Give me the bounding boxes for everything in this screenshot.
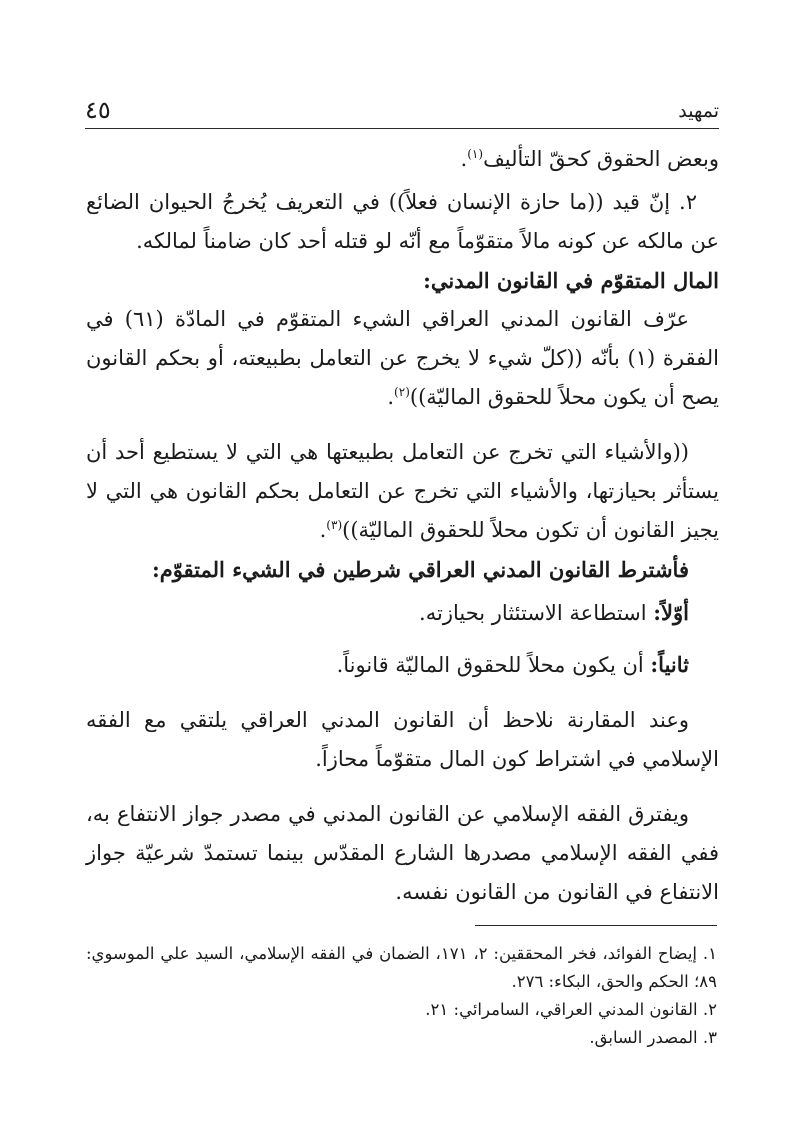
footnote-ref-1[interactable]: (١): [467, 147, 484, 161]
footnote-ref-3[interactable]: (٣): [326, 518, 343, 532]
paragraph-quote-end: .: [319, 518, 327, 542]
paragraph-point-2: ٢. إنّ قيد ((ما حازة الإنسان فعلاً)) في التعريف يُخرجُ الحيوان الضائع عن مالكه عن كونه مالاً متقوّماً مع أنّه لو قتله أحد كان ضامناً لمالكه.: [86, 190, 719, 253]
condition-first-label: أوّلاً:: [653, 600, 689, 625]
footnote-separator: [475, 925, 717, 926]
condition-first-text: استطاعة الاستئثار بحيازته.: [419, 601, 654, 625]
conditions-heading: فأشترط القانون المدني العراقي شرطين في الشيء المتقوّم:: [151, 557, 689, 582]
main-text: [86, 140, 719, 912]
paragraph-intro-text: وبعض الحقوق كحقّ التأليف: [483, 147, 719, 171]
footnote-3: ٣. المصدر السابق.: [589, 1028, 717, 1047]
chapter-title: تمهيد: [678, 100, 719, 122]
paragraph-definition-text: عرّف القانون المدني العراقي الشيء المتقوّم في المادّة (٦١) في الفقرة (١) بأنّه ((كلّ شيء لا يخرج عن التعامل بطبيعته، أو بحكم القانون يصح أن يكون محلاً للحقوق الماليّة)): [86, 307, 719, 409]
running-header: [85, 96, 719, 126]
condition-second-label: ثانياً:: [650, 652, 689, 677]
condition-second: [86, 645, 719, 685]
paragraph-definition: [86, 300, 719, 417]
condition-second-text: أن يكون محلاً للحقوق الماليّة قانوناً.: [336, 653, 651, 677]
footnote-1: ١. إيضاح الفوائد، فخر المحققين: ٢، ١٧١، الضمان في الفقه الإسلامي، السيد علي الموسوي: ٨٩؛ الحكم والحق، البكاء: ٢٧٦.: [86, 944, 718, 991]
paragraph-intro-end: .: [460, 147, 468, 171]
page-number: ٤٥: [85, 96, 111, 124]
paragraph-difference: ويفترق الفقه الإسلامي عن القانون المدني في مصدر جواز الانتفاع به، ففي الفقه الإسلامي مصدرها الشارع المقدّس بينما تستمدّ شرعيّة جواز الانتفاع في القانون من القانون نفسه.: [86, 802, 719, 904]
paragraph-comparison: وعند المقارنة نلاحظ أن القانون المدني العراقي يلتقي مع الفقه الإسلامي في اشتراط كون المال متقوّماً محازاً.: [86, 708, 719, 771]
footnote-2: ٢. القانون المدني العراقي، السامرائي: ٢١.: [425, 1000, 717, 1019]
footnotes: [86, 940, 717, 1052]
condition-first: [86, 593, 719, 633]
paragraph-quote-text: ((والأشياء التي تخرج عن التعامل بطبيعتها هي التي لا يستطيع أحد أن يستأثر بحيازتها، والأشياء التي تخرج عن التعامل بحكم القانون هي التي لا يجيز القانون أن تكون محلاً للحقوق الماليّة)): [86, 440, 719, 542]
paragraph-intro: [86, 140, 719, 179]
section-heading-civil-law: المال المتقوّم في القانون المدني:: [423, 268, 719, 293]
footnote-ref-2[interactable]: (٢): [394, 385, 410, 399]
paragraph-quote: [86, 433, 719, 550]
header-rule: [85, 128, 719, 129]
paragraph-definition-end: .: [387, 385, 395, 409]
